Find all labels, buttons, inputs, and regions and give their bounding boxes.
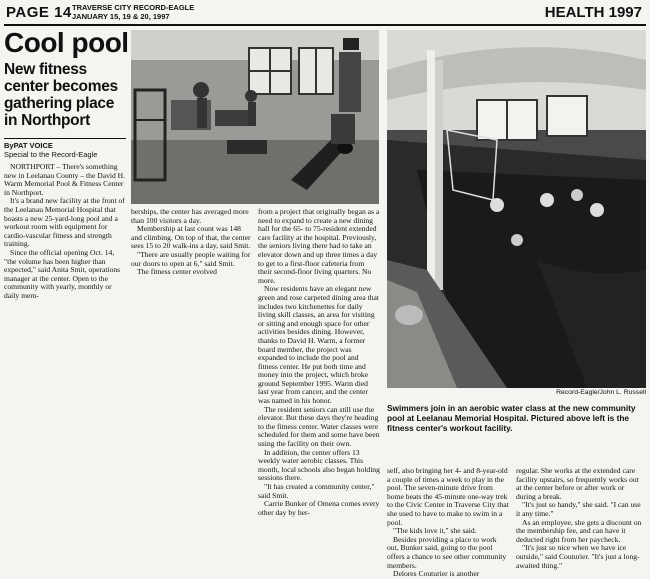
paragraph: It's a brand new facility at the front of the Leelanau Memorial Hospital that boasts a new 25-yard-long pool and a workout room with equipment for cardio-vascular fitness and strength training. [4,196,125,249]
paragraph: Since the official opening Oct. 14, "the volume has been higher than expected," said Anita Smit, operations manager at the center. Open to the community with yearly, monthly or daily mem- [4,247,121,300]
byline-note: Special to the Record-Eagle [4,150,98,159]
publication-name: TRAVERSE CITY RECORD-EAGLE [72,3,195,12]
article-column-3 [258,208,380,517]
paragraph: "The kids love it," she said. [393,526,477,536]
paragraph: from a project that originally began as a need to expand to create a new dining hall for the 65- to 75-resident extended care facility at the hospital. Previously, the seniors living there had to take an elevator down and up three times a day to get to a first-floor cafeteria from their second-floor living quarters. No more. [258,207,380,285]
paragraph: berships, the center has averaged more than 100 visitors a day. [131,207,249,225]
photo-credit: Record-Eagle/John L. Russell [556,389,646,396]
paragraph: "There are usually people waiting for our doors to open at 6," said Smit. [131,249,251,268]
paragraph: self, also bringing her 4- and 8-year-old a couple of times a week to play in the pool. The seven-minute drive from home beats the 45-minute one-way trek to the Civic Center in Traverse City that she used to have to make to swim in a pool. [387,466,509,527]
article-column-2 [131,208,251,277]
article-column-4 [387,467,509,579]
header-rule [4,24,646,26]
article-column-1 [4,163,126,301]
paragraph: As an employee, she gets a discount on the membership fee, and can have it deducted right from her paycheck. [516,517,642,544]
paragraph: NORTHPORT – There's something new in Leelanau County – the David H. Warm Memorial Pool & Fitness Center in Northport. [4,162,126,197]
byline-author: ByPAT VOICE [4,141,53,150]
section-title: HEALTH 1997 [544,4,642,21]
fitness-room-photo [131,30,379,204]
paragraph: "It has created a community center," said Smit. [258,482,375,500]
paragraph: regular. She works at the extended care facility upstairs, so frequently works out at the center before or after work or during a break. [516,466,639,501]
paragraph: Membership at last count was 148 and climbing. On top of that, the center sees 15 to 20 walk-ins a day, said Smit. [131,224,251,251]
page-number: PAGE 14 [6,4,72,21]
paragraph: Delores Couturier is another [393,569,480,579]
paragraph: The resident seniors can still use the elevator. But these days they're heading to the fitness center. Water classes were scheduled for them and some have been using the facility on their own. [258,404,380,449]
paragraph: In addition, the center offers 13 weekly water aerobic classes. This month, local schools also began holding sessions there. [258,447,380,483]
publication-dates: JANUARY 15, 19 & 20, 1997 [72,12,170,21]
paragraph: The fitness center evolved [137,267,217,277]
article-subhead: New fitness center becomes gathering place in Northport [4,61,118,129]
pool-photo [387,30,646,388]
article-headline: Cool pool [4,27,129,58]
paragraph: "It's just so handy," she said. "I can use it any time." [516,500,641,518]
byline [4,138,126,159]
photo-caption: Swimmers join in an aerobic water class at the new community pool at Leelanau Memorial Hospital. Pictured above left is the fitness center's workout facility. [387,403,636,433]
paragraph: Now residents have an elegant new green and rose carpeted dining area that includes two kitchenettes for daily living skill classes, an area for visiting or sitting and enough space for other activities besides dining. However, thanks to David H. Warm, a former board member, the project was expanded to include the pool and fitness center. He put both time and money into the project, which broke ground September 1995. Warm died last year from cancer, and the center was named in his honor. [258,284,380,406]
article-column-5 [516,467,644,570]
paragraph: Besides providing a place to work out, Bunker said, going to the pool offers a chance to see other community members. [387,534,507,570]
publication-info [72,3,194,21]
paragraph: Carrie Bunker of Omena comes every other day by her- [258,499,380,517]
paragraph: "It's just so nice when we have ice outside," said Couturier. "It's just a long-awaited thing." [516,543,640,570]
